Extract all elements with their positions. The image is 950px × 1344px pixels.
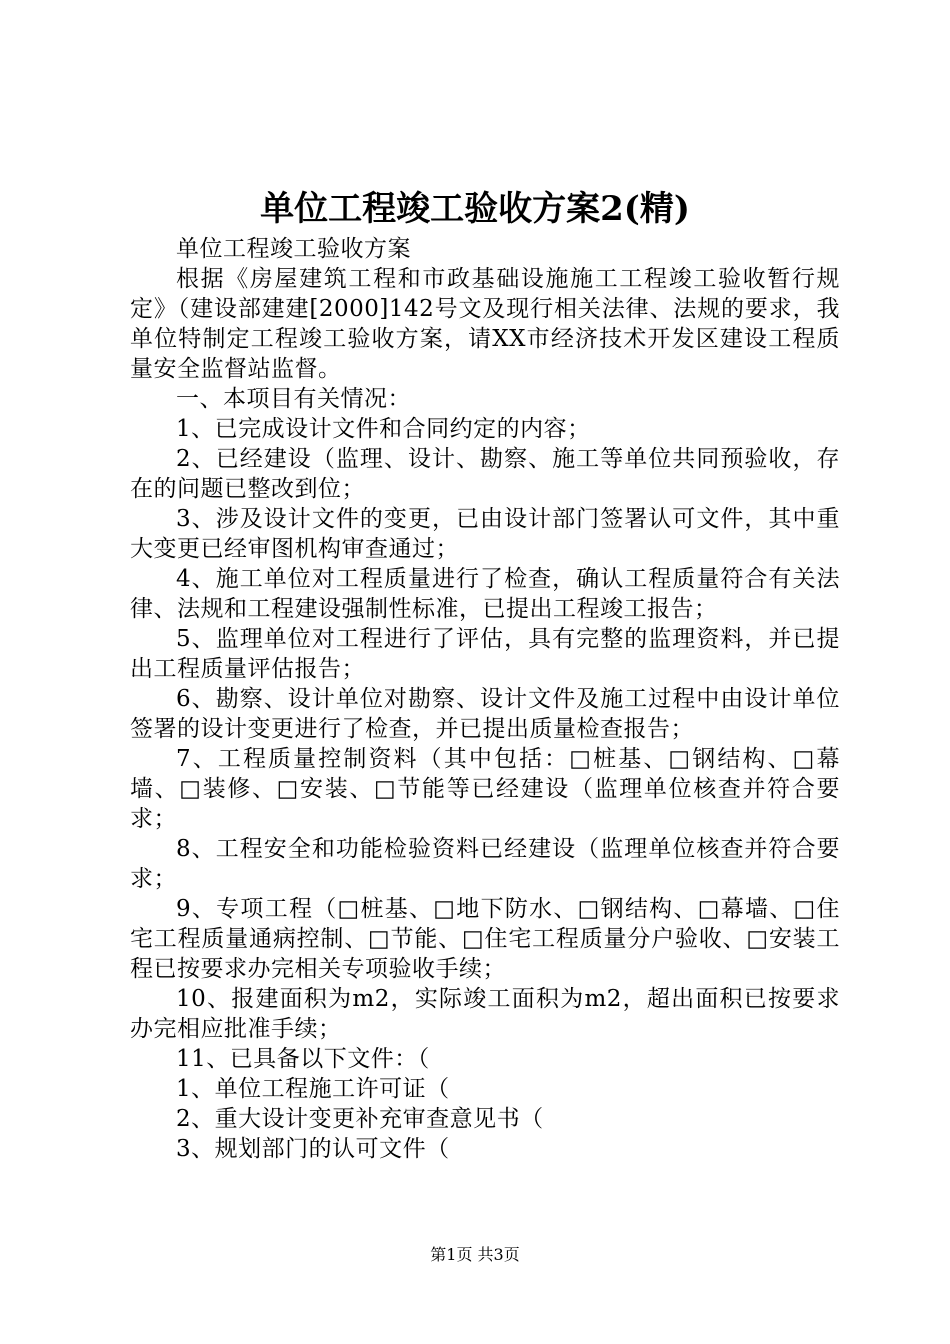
list-item: 11、已具备以下文件：（ [176,1046,430,1072]
paragraph-subtitle: 单位工程竣工验收方案 [176,236,411,262]
list-item: 4、施工单位对工程质量进行了检查，确认工程质量符合有关法律、法规和工程建设强制性标准，已提出工程竣工报告； [130,566,840,622]
section-heading: 一、本项目有关情况： [176,386,411,412]
list-item: 5、监理单位对工程进行了评估，具有完整的监理资料，并已提出工程质量评估报告； [130,626,840,682]
list-item: 6、勘察、设计单位对勘察、设计文件及施工过程中由设计单位签署的设计变更进行了检查，并已提出质量检查报告； [130,686,840,742]
list-item: 2、已经建设（监理、设计、勘察、施工等单位共同预验收，存在的问题已整改到位； [130,446,840,502]
list-item: 1、已完成设计文件和合同约定的内容； [176,416,591,442]
list-item: 10、报建面积为m2，实际竣工面积为m2，超出面积已按要求办完相应批准手续； [130,986,840,1042]
page-title: 单位工程竣工验收方案2(精) [260,189,690,229]
list-item: 7、工程质量控制资料（其中包括：□桩基、□钢结构、□幕墙、□装修、□安装、□节能等已经建设（监理单位核查并符合要求； [130,746,840,832]
sub-list-item: 2、重大设计变更补充审查意见书（ [176,1106,544,1132]
sub-list-item: 1、单位工程施工许可证（ [176,1076,450,1102]
list-item: 3、涉及设计文件的变更，已由设计部门签署认可文件，其中重大变更已经审图机构审查通过； [130,506,840,562]
paragraph-intro: 根据《房屋建筑工程和市政基础设施施工工程竣工验收暂行规定》（建设部建建[2000]142号文及现行相关法律、法规的要求，我单位特制定工程竣工验收方案，请XX市经济技术开发区建设工程质量安全监督站监督。 [130,266,840,382]
list-item: 9、专项工程（□桩基、□地下防水、□钢结构、□幕墙、□住宅工程质量通病控制、□节能、□住宅工程质量分户验收、□安装工程已按要求办完相关专项验收手续； [130,896,840,982]
document-body [130,234,840,1164]
list-item: 8、工程安全和功能检验资料已经建设（监理单位核查并符合要求； [130,836,840,892]
sub-list-item: 3、规划部门的认可文件（ [176,1136,450,1162]
page-footer: 第1页 共3页 [430,1245,520,1264]
